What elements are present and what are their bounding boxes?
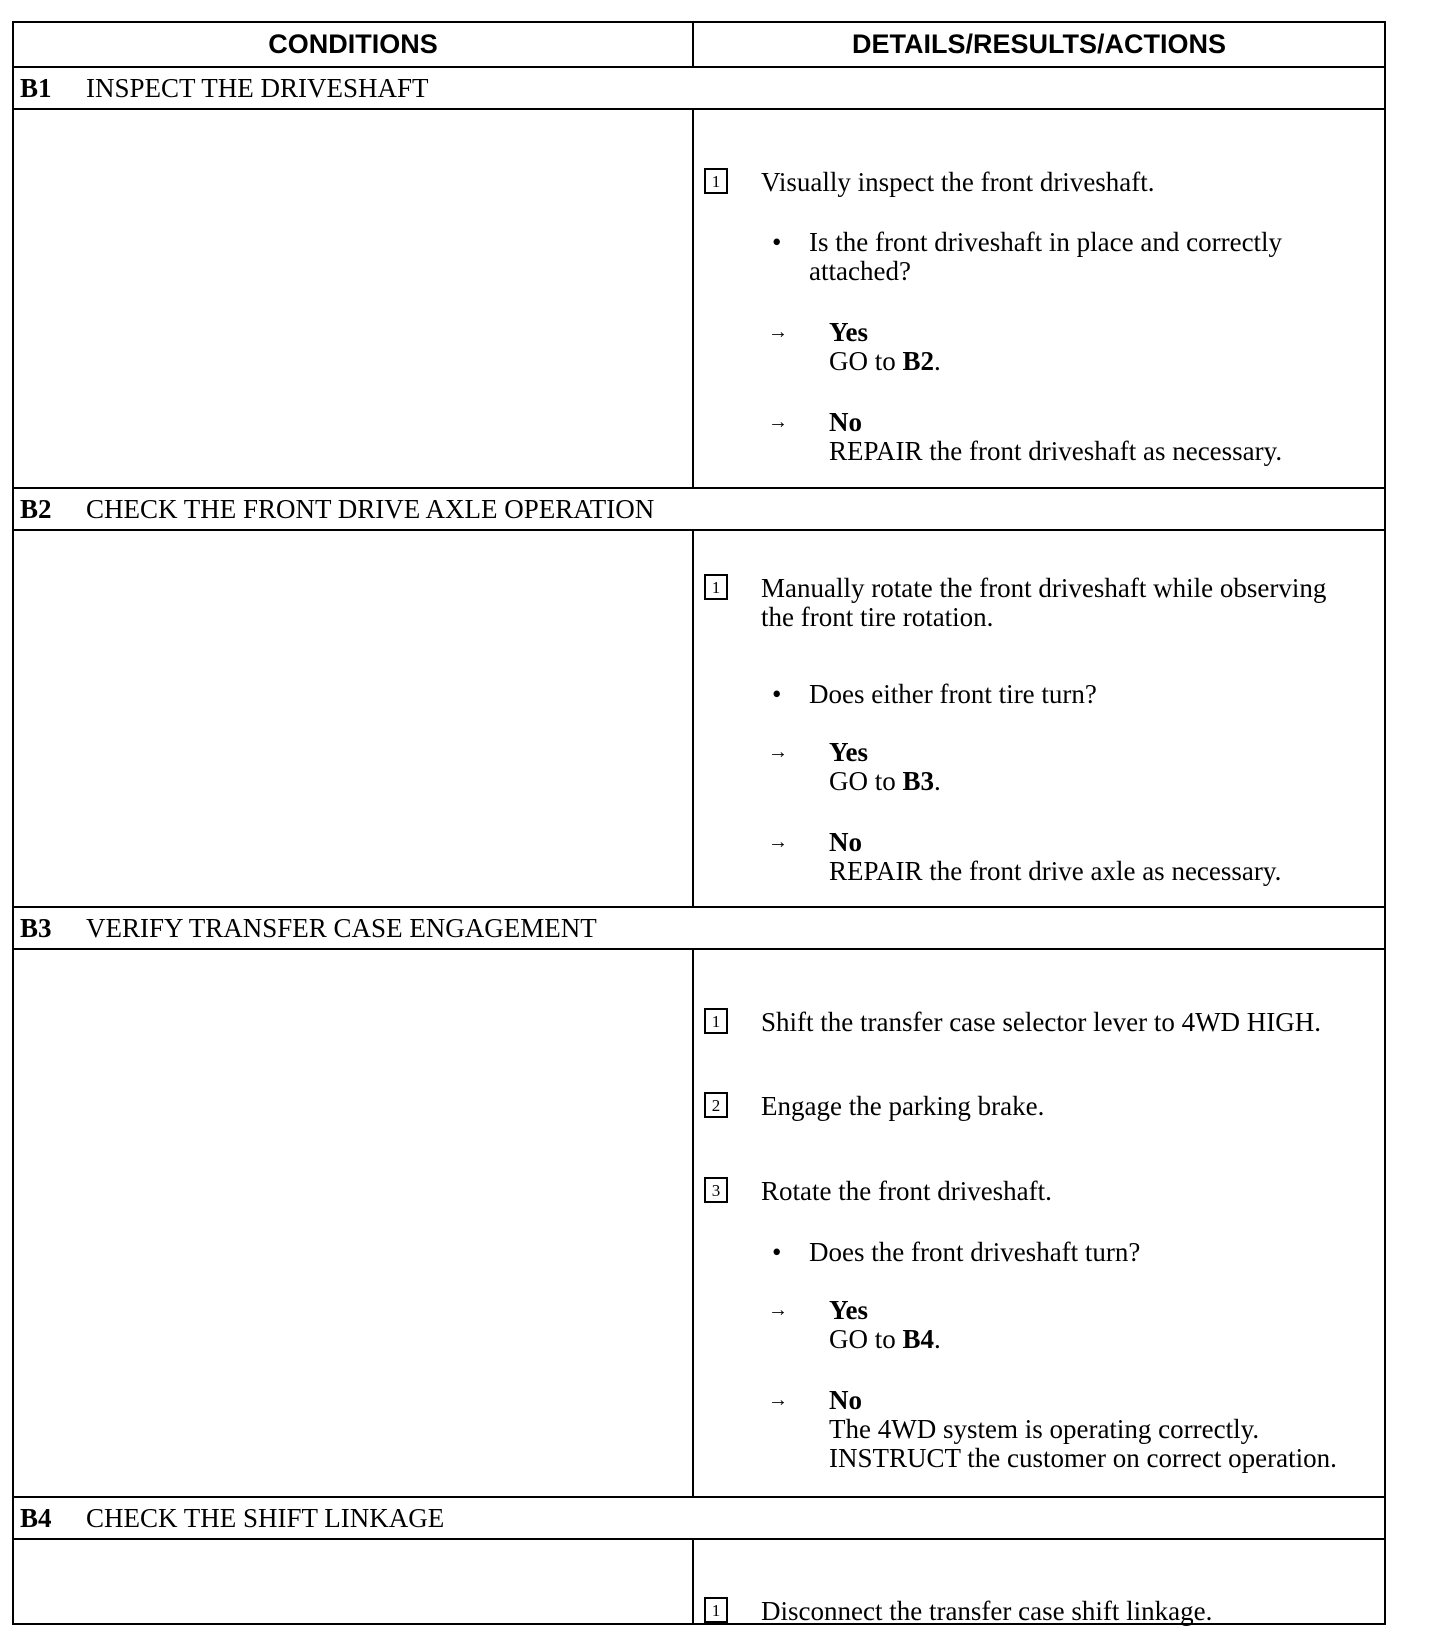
details-cell <box>694 1540 1384 1626</box>
bullet-icon: • <box>772 1237 782 1267</box>
conditions-cell <box>14 1540 694 1623</box>
result-action-text: The 4WD system is operating correctly. INSTRUCT the customer on correct operation. <box>829 1414 1337 1473</box>
section-title-text: INSPECT THE DRIVESHAFT <box>86 72 429 103</box>
result-text <box>829 1296 1369 1354</box>
step-number-box: 1 <box>704 574 728 600</box>
result-label: Yes <box>829 1295 868 1325</box>
result-text <box>829 408 1369 466</box>
section-id: B4 <box>20 1502 52 1533</box>
result-action <box>829 437 1369 466</box>
step-number-box: 1 <box>704 1008 728 1034</box>
table-header <box>14 23 1384 68</box>
goto-link[interactable]: B4 <box>902 1324 935 1354</box>
result-text <box>829 318 1369 376</box>
bullet-icon: • <box>772 679 782 709</box>
section-title-b1 <box>14 68 1384 110</box>
step-text: Visually inspect the front driveshaft. <box>761 167 1155 197</box>
result-suffix: . <box>934 346 941 376</box>
bullet-icon: • <box>772 227 782 257</box>
result-suffix: . <box>934 766 941 796</box>
step-text: Shift the transfer case selector lever to 4WD HIGH. <box>761 1007 1322 1037</box>
section-body-b3 <box>14 950 1384 1498</box>
arrow-right-icon: → <box>768 1299 788 1321</box>
section-id: B3 <box>20 912 52 943</box>
arrow-right-icon: → <box>768 321 788 343</box>
details-cell <box>694 950 1384 1496</box>
step-text: Manually rotate the front driveshaft while observing the front tire rotation. <box>761 573 1327 632</box>
arrow-right-icon: → <box>768 741 788 763</box>
result-suffix: . <box>934 1324 941 1354</box>
details-header: DETAILS/RESULTS/ACTIONS <box>851 29 1226 59</box>
result-label: Yes <box>829 737 868 767</box>
result-label: No <box>829 827 862 857</box>
result-text <box>829 1386 1369 1473</box>
section-title-text: CHECK THE FRONT DRIVE AXLE OPERATION <box>86 493 655 524</box>
section-id: B2 <box>20 493 52 524</box>
conditions-header: CONDITIONS <box>14 23 694 66</box>
question-text: Is the front driveshaft in place and correctly attached? <box>809 227 1283 286</box>
section-title-text: CHECK THE SHIFT LINKAGE <box>86 1502 445 1533</box>
step-text: Engage the parking brake. <box>761 1091 1045 1121</box>
step-text: Disconnect the transfer case shift linkage. <box>761 1596 1213 1626</box>
arrow-right-icon: → <box>768 831 788 853</box>
result-label: No <box>829 1385 862 1415</box>
question-text: Does either front tire turn? <box>809 679 1097 709</box>
arrow-right-icon: → <box>768 1389 788 1411</box>
conditions-cell <box>14 531 694 906</box>
details-cell <box>694 110 1384 487</box>
result-action <box>829 1415 1369 1473</box>
question-text: Does the front driveshaft turn? <box>809 1237 1141 1267</box>
result-label: No <box>829 407 862 437</box>
diagnostic-table <box>12 21 1386 1625</box>
section-title-b4 <box>14 1498 1384 1540</box>
result-action-text: GO to <box>829 766 903 796</box>
section-title-b3 <box>14 908 1384 950</box>
result-action <box>829 767 1369 796</box>
arrow-right-icon: → <box>768 411 788 433</box>
details-cell <box>694 531 1384 906</box>
result-label: Yes <box>829 317 868 347</box>
result-action <box>829 1325 1369 1354</box>
result-text <box>829 828 1369 886</box>
conditions-cell <box>14 950 694 1496</box>
step-number-box: 3 <box>704 1177 728 1203</box>
result-action-text: GO to <box>829 346 903 376</box>
section-title-b2 <box>14 489 1384 531</box>
step-number-box: 2 <box>704 1092 728 1118</box>
section-body-b4 <box>14 1540 1384 1626</box>
conditions-cell <box>14 110 694 487</box>
goto-link[interactable]: B3 <box>902 766 935 796</box>
section-body-b1 <box>14 110 1384 489</box>
result-action <box>829 347 1369 376</box>
section-body-b2 <box>14 531 1384 908</box>
result-action <box>829 857 1369 886</box>
section-title-text: VERIFY TRANSFER CASE ENGAGEMENT <box>86 912 597 943</box>
step-text: Rotate the front driveshaft. <box>761 1176 1052 1206</box>
step-number-box: 1 <box>704 168 728 194</box>
step-number-box: 1 <box>704 1597 728 1623</box>
section-id: B1 <box>20 72 52 103</box>
goto-link[interactable]: B2 <box>902 346 935 376</box>
result-action-text: REPAIR the front drive axle as necessary. <box>829 856 1282 886</box>
result-text <box>829 738 1369 796</box>
result-action-text: REPAIR the front driveshaft as necessary. <box>829 436 1283 466</box>
result-action-text: GO to <box>829 1324 903 1354</box>
